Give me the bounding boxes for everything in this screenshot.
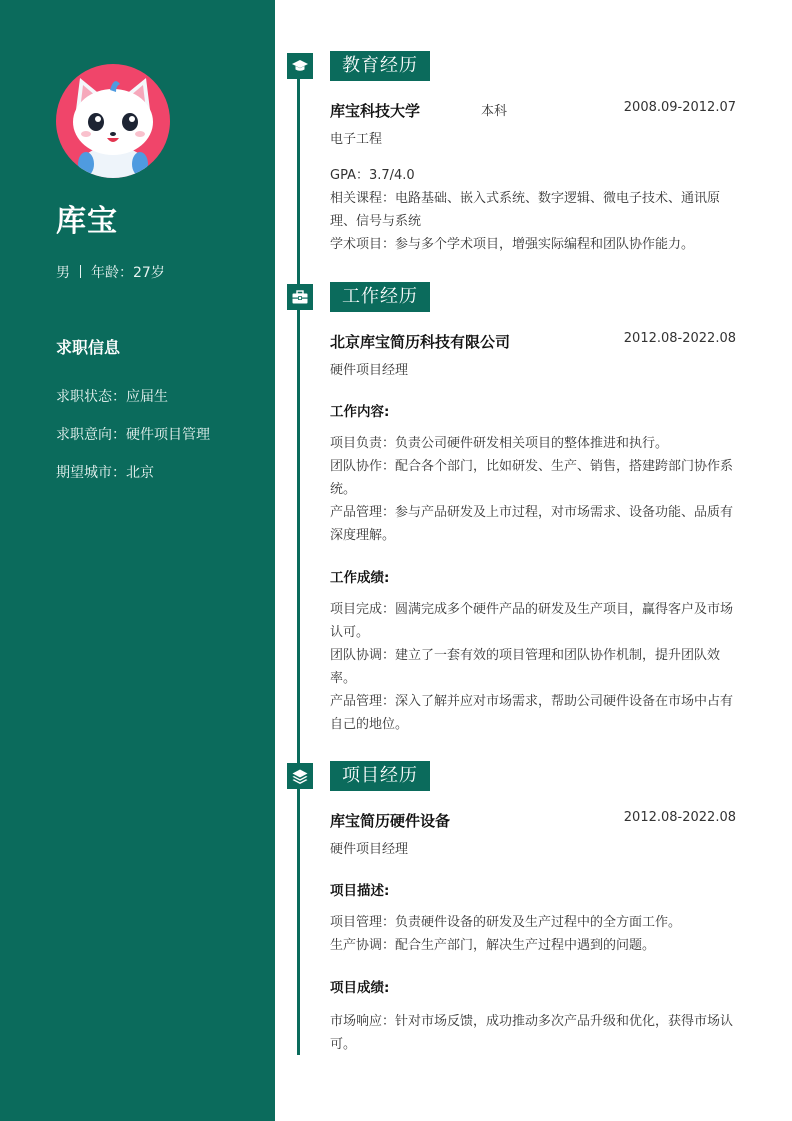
candidate-name: 库宝: [56, 204, 118, 239]
work-section-title: 工作经历: [330, 282, 430, 312]
project-name: 库宝简历硬件设备: [330, 812, 451, 830]
work-date: 2012.08-2022.08: [623, 331, 736, 346]
gpa: GPA：3.7/4.0: [330, 168, 415, 183]
job-status: 求职状态：应届生: [56, 389, 168, 405]
project-desc-title: 项目描述:: [330, 883, 390, 899]
major: 电子工程: [330, 132, 383, 147]
gender: 男: [56, 265, 70, 281]
sidebar: [0, 0, 275, 1121]
courses: 相关课程：电路基础、嵌入式系统、数字逻辑、微电子技术、通讯原理、信号与系统: [330, 191, 721, 229]
work-achievement-item: 团队协调：建立了一套有效的项目管理和团队协作机制，提升团队效率。: [330, 648, 721, 686]
timeline-line: [297, 75, 300, 1055]
divider: [80, 265, 81, 278]
degree: 本科: [481, 104, 508, 119]
age: 年龄：27岁: [91, 265, 165, 281]
project-section-title: 项目经历: [330, 761, 430, 791]
basic-info: [56, 262, 165, 282]
project-desc-item: 生产协调：配合生产部门，解决生产过程中遇到的问题。: [330, 938, 656, 953]
graduation-cap-icon: [287, 53, 313, 79]
cat-avatar-icon: [56, 64, 170, 178]
work-content-title: 工作内容:: [330, 404, 390, 420]
work-content-item: 产品管理：参与产品研发及上市过程，对市场需求、设备功能、品质有深度理解。: [330, 505, 734, 543]
avatar: [56, 64, 170, 178]
work-content-item: 团队协作：配合各个部门，比如研发、生产、销售，搭建跨部门协作系统。: [330, 459, 734, 497]
work-content-item: 项目负责：负责公司硬件研发相关项目的整体推进和执行。: [330, 436, 669, 451]
education-date: 2008.09-2012.07: [623, 100, 736, 115]
academic-projects: 学术项目：参与多个学术项目，增强实际编程和团队协作能力。: [330, 237, 695, 252]
job-intent-title: 求职信息: [56, 338, 121, 357]
project-result-item: 市场响应：针对市场反馈，成功推动多次产品升级和优化，获得市场认可。: [330, 1014, 734, 1052]
education-details: [330, 164, 738, 256]
work-achievement-item: 产品管理：深入了解并应对市场需求，帮助公司硬件设备在市场中占有自己的地位。: [330, 694, 734, 732]
work-achievements-title: 工作成绩:: [330, 570, 390, 586]
briefcase-icon: [287, 284, 313, 310]
project-results-title: 项目成绩:: [330, 980, 390, 996]
project-desc: [330, 911, 738, 957]
project-desc-item: 项目管理：负责硬件设备的研发及生产过程中的全方面工作。: [330, 915, 682, 930]
project-role: 硬件项目经理: [330, 842, 409, 857]
project-results: [330, 1010, 738, 1056]
education-section-title: 教育经历: [330, 51, 430, 81]
school-name: 库宝科技大学: [330, 102, 421, 120]
company-name: 北京库宝简历科技有限公司: [330, 333, 511, 351]
job-intent: 求职意向：硬件项目管理: [56, 427, 210, 443]
project-date: 2012.08-2022.08: [623, 810, 736, 825]
work-achievements: [330, 598, 738, 736]
expected-city: 期望城市：北京: [56, 465, 154, 481]
work-content: [330, 432, 738, 547]
work-position: 硬件项目经理: [330, 363, 409, 378]
layers-icon: [287, 763, 313, 789]
work-achievement-item: 项目完成：圆满完成多个硬件产品的研发及生产项目，赢得客户及市场认可。: [330, 602, 734, 640]
